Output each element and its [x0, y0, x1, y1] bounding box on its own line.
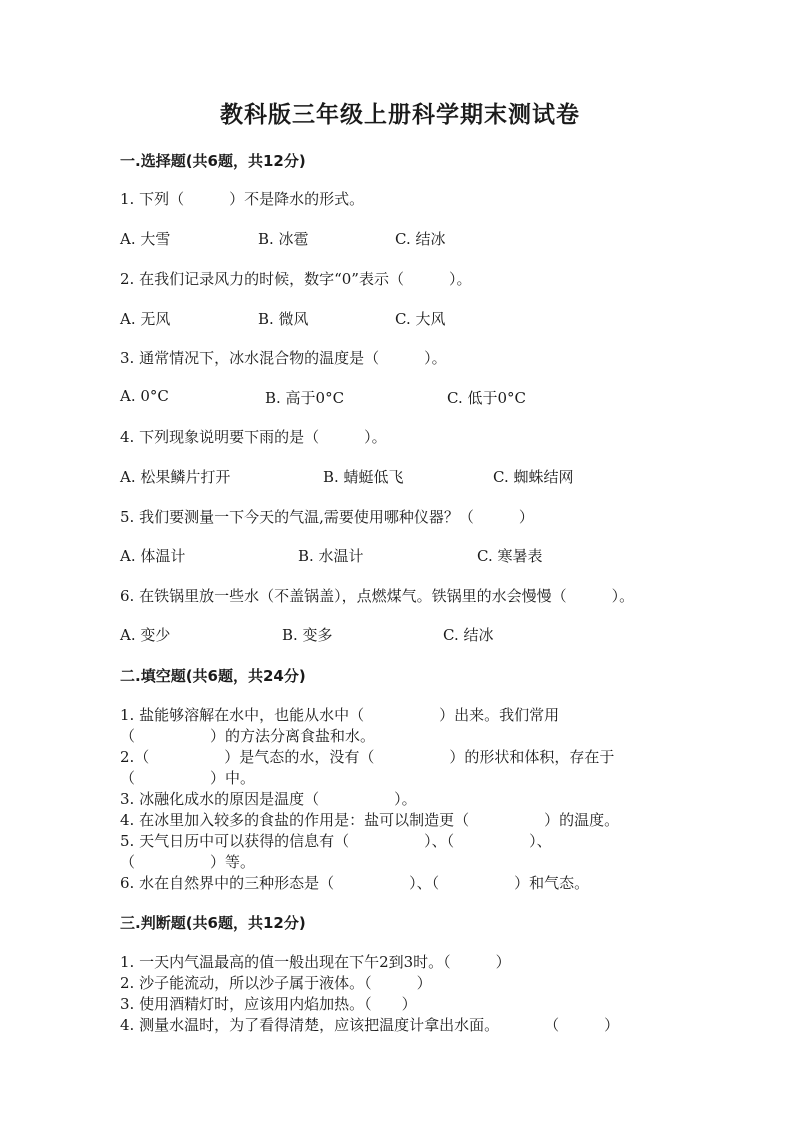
- option: B. 水温计: [298, 547, 364, 565]
- section-heading-fill: 二.填空题(共6题，共24分): [120, 667, 306, 685]
- option: C. 大风: [395, 310, 446, 328]
- option: A. 松果鳞片打开: [120, 468, 231, 486]
- option: A. 变少: [120, 626, 171, 644]
- option: B. 变多: [282, 626, 333, 644]
- option: C. 结冰: [395, 230, 446, 248]
- option: B. 冰雹: [258, 230, 309, 248]
- option: C. 寒暑表: [477, 547, 543, 565]
- option: A. 体温计: [120, 547, 186, 565]
- option: B. 高于0°C: [265, 389, 345, 407]
- fill-line: 1. 盐能够溶解在水中，也能从水中（ ）出来。我们常用: [120, 706, 560, 724]
- judge-line: 1. 一天内气温最高的值一般出现在下午2到3时。（ ）: [120, 953, 511, 971]
- fill-line: （ ）中。: [120, 769, 256, 787]
- question-stem: 2. 在我们记录风力的时候，数字“0”表示（ ）。: [120, 270, 472, 288]
- question-stem: 4. 下列现象说明要下雨的是（ ）。: [120, 428, 387, 446]
- page-title: 教科版三年级上册科学期末测试卷: [220, 101, 580, 128]
- option: C. 结冰: [443, 626, 494, 644]
- judge-line: 3. 使用酒精灯时，应该用内焰加热。（ ）: [120, 995, 417, 1013]
- section-heading-judge: 三.判断题(共6题，共12分): [120, 914, 306, 932]
- option: B. 微风: [258, 310, 309, 328]
- option: B. 蜻蜓低飞: [323, 468, 404, 486]
- fill-line: 5. 天气日历中可以获得的信息有（ ）、（ ）、: [120, 832, 552, 850]
- question-stem: 6. 在铁锅里放一些水（不盖锅盖），点燃煤气。铁锅里的水会慢慢（ ）。: [120, 587, 635, 605]
- judge-line: 4. 测量水温时，为了看得清楚，应该把温度计拿出水面。 （ ）: [120, 1016, 620, 1034]
- judge-line: 2. 沙子能流动，所以沙子属于液体。（ ）: [120, 974, 432, 992]
- option: A. 大雪: [120, 230, 171, 248]
- question-stem: 1. 下列（ ）不是降水的形式。: [120, 190, 365, 208]
- question-stem: 3. 通常情况下，冰水混合物的温度是（ ）。: [120, 349, 447, 367]
- option: C. 蜘蛛结网: [493, 468, 574, 486]
- section-heading-choice: 一.选择题(共6题，共12分): [120, 152, 306, 170]
- fill-line: 2.（ ）是气态的水，没有（ ）的形状和体积，存在于: [120, 748, 615, 766]
- option: A. 无风: [120, 310, 171, 328]
- fill-line: （ ）等。: [120, 853, 256, 871]
- question-stem: 5. 我们要测量一下今天的气温,需要使用哪种仪器？（ ）: [120, 508, 534, 526]
- fill-line: 4. 在冰里加入较多的食盐的作用是：盐可以制造更（ ）的温度。: [120, 811, 620, 829]
- fill-line: 3. 冰融化成水的原因是温度（ ）。: [120, 790, 417, 808]
- option: A. 0°C: [120, 387, 169, 405]
- option: C. 低于0°C: [447, 389, 526, 407]
- fill-line: 6. 水在自然界中的三种形态是（ ）、（ ）和气态。: [120, 874, 590, 892]
- fill-line: （ ）的方法分离食盐和水。: [120, 727, 376, 745]
